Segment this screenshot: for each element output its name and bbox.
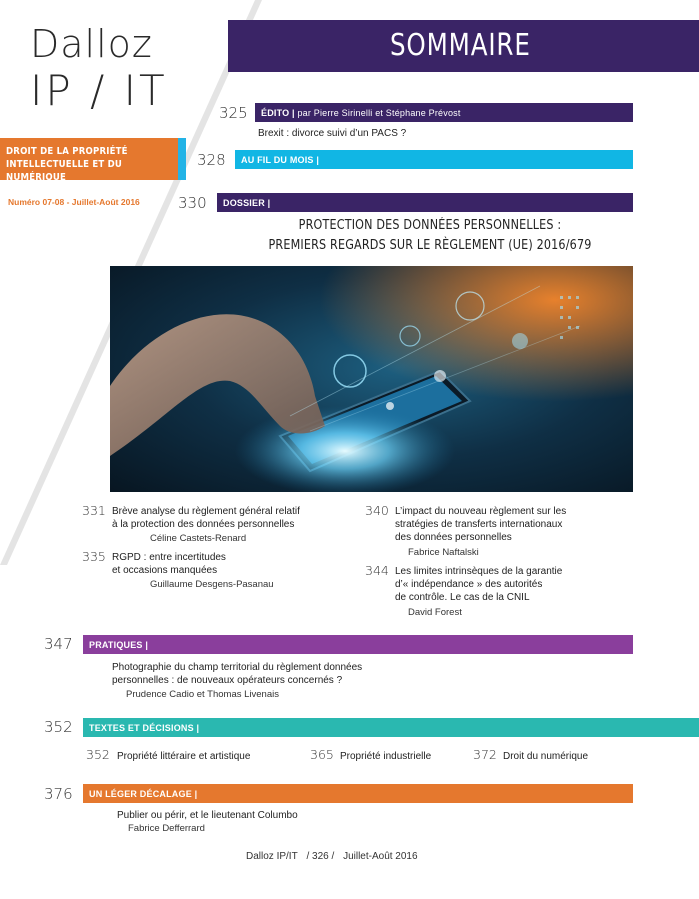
article-331-line2: à la protection des données personnelles [112, 519, 295, 530]
page-title: SOMMAIRE [390, 28, 531, 63]
article-335-author: Guillaume Desgens-Pasanau [150, 579, 274, 590]
dossier-label: DOSSIER | [223, 198, 271, 208]
pratiques-line2: personnelles : de nouveaux opérateurs concernés ? [112, 675, 343, 686]
issue-number: Numéro 07-08 - Juillet-Août 2016 [8, 197, 140, 207]
pratiques-author: Prudence Cadio et Thomas Livenais [126, 689, 279, 700]
article-335-page: 335 [82, 549, 106, 564]
textes-item-372[interactable]: Droit du numérique [503, 751, 589, 762]
textes-item-372-page: 372 [473, 747, 497, 762]
subtitle-line1: DROIT DE LA PROPRIÉTÉ [6, 146, 128, 157]
article-335[interactable] [112, 551, 226, 577]
textes-bar[interactable] [83, 718, 699, 737]
textes-label: TEXTES ET DÉCISIONS | [89, 723, 200, 733]
fil-page: 328 [197, 151, 226, 169]
footer-date: Juillet-Août 2016 [343, 851, 418, 862]
footer-page: / 326 / [306, 851, 335, 862]
article-344-author: David Forest [408, 607, 462, 618]
dossier-photo [110, 266, 633, 492]
tech-hand-illustration [110, 266, 633, 492]
article-331-line1: Brève analyse du règlement général relatif [112, 506, 300, 517]
footer-journal: Dalloz IP/IT [246, 851, 298, 862]
edito-by: par Pierre Sirinelli et Stéphane Prévost [297, 108, 461, 118]
edito-bar[interactable] [255, 103, 633, 122]
pratiques-label: PRATIQUES | [89, 640, 149, 650]
dossier-bar[interactable] [217, 193, 633, 212]
decalage-page: 376 [44, 785, 73, 803]
article-344-line3: de contrôle. Le cas de la CNIL [395, 592, 530, 603]
journal-subtitle [0, 138, 180, 183]
decalage-author: Fabrice Defferrard [128, 823, 205, 834]
article-340-line2: stratégies de transferts internationaux [395, 519, 563, 530]
article-344-page: 344 [365, 563, 389, 578]
fil-bar[interactable] [235, 150, 633, 169]
textes-page: 352 [44, 718, 73, 736]
dossier-title-line2: PREMIERS REGARDS SUR LE RÈGLEMENT (UE) 2016/679 [268, 238, 592, 253]
edito-label: ÉDITO | [261, 108, 295, 118]
article-340-author: Fabrice Naftalski [408, 547, 479, 558]
article-344[interactable] [395, 565, 562, 604]
dossier-page: 330 [178, 194, 207, 212]
article-331-author: Céline Castets-Renard [150, 533, 247, 544]
textes-item-365[interactable]: Propriété industrielle [340, 751, 432, 762]
fil-label: AU FIL DU MOIS | [241, 155, 320, 165]
pratiques-line1: Photographie du champ territorial du règlement données [112, 662, 363, 673]
article-344-line1: Les limites intrinsèques de la garantie [395, 566, 563, 577]
article-335-line2: et occasions manquées [112, 565, 218, 576]
article-331[interactable] [112, 505, 300, 531]
dossier-title-line1: PROTECTION DES DONNÉES PERSONNELLES : [298, 218, 562, 233]
textes-item-365-page: 365 [310, 747, 334, 762]
edito-page: 325 [219, 104, 248, 122]
article-335-line1: RGPD : entre incertitudes [112, 552, 226, 563]
pratiques-bar[interactable] [83, 635, 633, 654]
article-331-page: 331 [82, 503, 106, 518]
textes-item-352-page: 352 [86, 747, 110, 762]
decalage-bar[interactable] [83, 784, 633, 803]
pratiques-page: 347 [44, 635, 73, 653]
edito-text[interactable]: Brexit : divorce suivi d’un PACS ? [258, 128, 407, 139]
article-340[interactable] [395, 505, 566, 544]
article-340-line1: L’impact du nouveau règlement sur les [395, 506, 567, 517]
textes-item-352[interactable]: Propriété littéraire et artistique [117, 751, 251, 762]
subtitle-line2: INTELLECTUELLE ET DU NUMÉRIQUE [6, 159, 123, 183]
dossier-title [258, 216, 602, 256]
logo-ipit: IP / IT [30, 66, 168, 115]
article-340-line3: des données personnelles [395, 532, 512, 543]
decalage-text[interactable]: Publier ou périr, et le lieutenant Columbo [117, 810, 298, 821]
pratiques-article[interactable] [112, 661, 362, 687]
page-footer [246, 851, 424, 862]
decalage-label: UN LÉGER DÉCALAGE | [89, 789, 198, 799]
article-340-page: 340 [365, 503, 389, 518]
subtitle-accent [178, 138, 186, 180]
article-344-line2: d’« indépendance » des autorités [395, 579, 543, 590]
logo-dalloz: Dalloz [30, 22, 153, 66]
